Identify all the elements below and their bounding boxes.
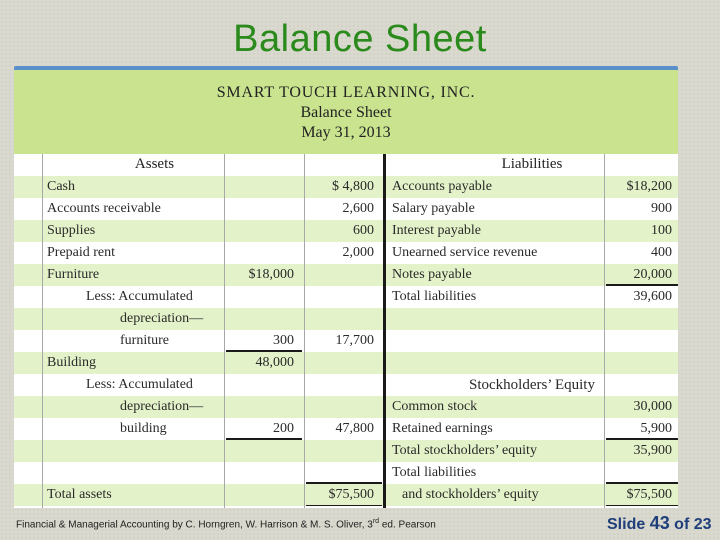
unearned-revenue-value: 400 xyxy=(651,245,672,260)
supplies-value: 600 xyxy=(353,223,374,238)
less-accumulated-furniture: Less: Accumulated xyxy=(86,289,193,304)
depreciation-furniture-value: 300 xyxy=(273,333,294,348)
less-accumulated-building: Less: Accumulated xyxy=(86,377,193,392)
total-liabilities-value: 39,600 xyxy=(633,289,672,304)
footer-citation xyxy=(16,518,436,530)
slide-total: 23 xyxy=(693,516,712,533)
company-name: SMART TOUCH LEARNING, INC. xyxy=(216,84,476,101)
cash-label: Cash xyxy=(47,179,75,194)
salary-payable-label: Salary payable xyxy=(392,201,475,216)
depreciation-furniture-line2: furniture xyxy=(120,333,169,348)
unearned-revenue-label: Unearned service revenue xyxy=(392,245,538,260)
total-liabilities-equity-line1: Total liabilities xyxy=(392,465,477,480)
footer-citation-text: Financial & Managerial Accounting by C. Horngren, W. Harrison & M. S. Oliver, 3 xyxy=(16,519,373,531)
footer-citation-sup: rd xyxy=(372,518,380,525)
depreciation-building-line1: depreciation— xyxy=(120,399,204,414)
supplies-label: Supplies xyxy=(47,223,96,238)
interest-payable-value: 100 xyxy=(651,223,672,238)
total-assets-value: $75,500 xyxy=(328,487,374,502)
slide-title: Balance Sheet xyxy=(233,18,487,60)
row-stripe xyxy=(14,352,678,374)
slide-of: of xyxy=(674,516,690,533)
depreciation-furniture-line1: depreciation— xyxy=(120,311,204,326)
furniture-net-value: 17,700 xyxy=(335,333,374,348)
slide-current: 43 xyxy=(649,513,670,533)
common-stock-value: 30,000 xyxy=(633,399,672,414)
center-divider xyxy=(383,154,386,508)
column-divider xyxy=(42,154,43,508)
total-liabilities-label: Total liabilities xyxy=(392,289,477,304)
column-divider xyxy=(304,154,305,508)
building-label: Building xyxy=(47,355,97,370)
furniture-label: Furniture xyxy=(47,267,100,282)
total-equity-label: Total stockholders’ equity xyxy=(392,443,537,458)
total-liab-equity-double-underline xyxy=(606,505,678,508)
slide-word: Slide xyxy=(607,516,646,533)
accounts-payable-value: $18,200 xyxy=(626,179,672,194)
accounts-payable-label: Accounts payable xyxy=(392,179,492,194)
building-net-value: 47,800 xyxy=(335,421,374,436)
accounts-receivable-label: Accounts receivable xyxy=(47,201,161,216)
statement-date: May 31, 2013 xyxy=(301,124,391,141)
equity-heading: Stockholders’ Equity xyxy=(469,377,595,393)
retained-earnings-label: Retained earnings xyxy=(392,421,493,436)
interest-payable-label: Interest payable xyxy=(392,223,482,238)
total-equity-value: 35,900 xyxy=(633,443,672,458)
accounts-receivable-value: 2,600 xyxy=(342,201,374,216)
row-stripe xyxy=(14,264,678,286)
row-stripe xyxy=(14,396,678,418)
retained-earnings-value: 5,900 xyxy=(640,421,672,436)
furniture-cost: $18,000 xyxy=(248,267,294,282)
total-liabilities-equity-value: $75,500 xyxy=(626,487,672,502)
prepaid-rent-value: 2,000 xyxy=(342,245,374,260)
building-underline xyxy=(226,438,302,440)
total-liabilities-equity-line2: and stockholders’ equity xyxy=(402,487,539,502)
statement-name: Balance Sheet xyxy=(300,104,392,121)
common-stock-label: Common stock xyxy=(392,399,478,414)
prepaid-rent-label: Prepaid rent xyxy=(47,245,116,260)
total-assets-double-underline xyxy=(306,505,382,508)
notes-payable-value: 20,000 xyxy=(633,267,672,282)
depreciation-building-value: 200 xyxy=(273,421,294,436)
cash-value: $ 4,800 xyxy=(332,179,374,194)
slide-number xyxy=(607,513,712,534)
building-cost: 48,000 xyxy=(255,355,294,370)
balance-sheet-table xyxy=(14,70,678,508)
row-stripe xyxy=(14,440,678,462)
notes-payable-label: Notes payable xyxy=(392,267,472,282)
row-stripe xyxy=(14,308,678,330)
total-assets-label: Total assets xyxy=(47,487,112,502)
liabilities-heading: Liabilities xyxy=(501,156,563,172)
column-divider xyxy=(224,154,225,508)
salary-payable-value: 900 xyxy=(651,201,672,216)
liab-equity-subtotal-underline xyxy=(606,482,678,484)
footer-citation-tail: ed. Pearson xyxy=(379,519,436,531)
assets-heading: Assets xyxy=(134,156,175,172)
depreciation-building-line2: building xyxy=(120,421,167,436)
column-divider xyxy=(604,154,605,508)
